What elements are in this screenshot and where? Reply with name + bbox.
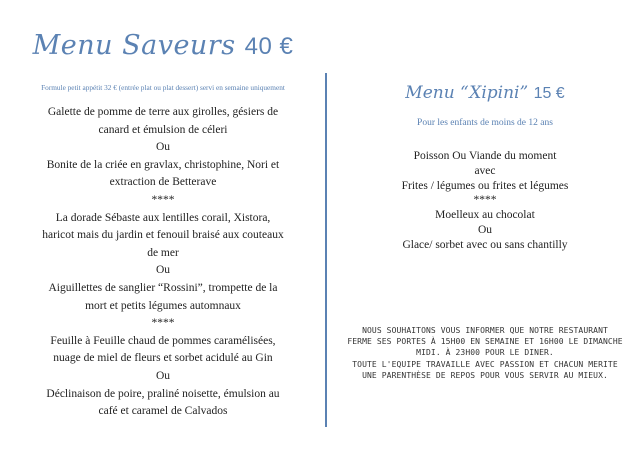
menu-line: de mer [147,246,179,259]
menu-line: Poisson Ou Viande du moment [413,150,557,162]
menu-line: haricot mais du jardin et fenouil braisé aux couteaux [42,229,284,242]
menu-saveurs-subtitle: Formule petit appétit 32 € (entrée plat ou plat dessert) servi en semaine uniquement [41,83,285,92]
menu-line: Ou [155,369,171,382]
menu-xipini-list [330,149,640,253]
menu-xipini-subtitle: Pour les enfants de moins de 12 ans [417,118,553,128]
menu-separator: **** [151,193,175,206]
menu-line: Moelleux au chocolat [435,209,535,222]
menu-line: nuage de miel de fleurs et sorbet acidulé au Gin [53,352,273,365]
menu-line: café et caramel de Calvados [98,405,228,418]
menu-line: Ou [155,264,171,277]
notice-line: TOUTE L'EQUIPE TRAVAILLE AVEC PASSION ET CHACUN MERITE [352,359,618,369]
menu-line: Déclinaison de poire, praliné noisette, émulsion au [46,387,280,400]
opening-hours-notice [335,325,635,381]
menu-xipini-title [330,83,640,103]
menu-line: Ou [477,223,493,236]
menu-line: Galette de pomme de terre aux girolles, gésiers de [47,106,279,118]
menu-line: Frites / légumes ou frites et légumes [401,179,569,192]
menu-xipini-price: 15 € [533,85,565,102]
notice-line: NOUS SOUHAITONS VOUS INFORMER QUE NOTRE RESTAURANT [362,326,608,335]
menu-line: Aiguillettes de sanglier “Rossini”, trompette de la [48,281,278,294]
menu-xipini-name: Menu “Xipini” [405,83,529,103]
menu-saveurs-list [12,104,314,421]
notice-line: MIDI. À 23H00 POUR LE DINER. [416,348,554,358]
menu-line: Feuille à Feuille chaud de pommes caramélisées, [50,334,276,347]
menu-line: Glace/ sorbet avec ou sans chantilly [402,238,568,251]
menu-saveurs-title [0,30,326,61]
menu-line: Ou [155,141,171,154]
menu-line: La dorade Sébaste aux lentilles corail, Xistora, [55,211,271,224]
menu-line: Bonite de la criée en gravlax, christophine, Nori et [46,158,280,171]
notice-line: UNE PARENTHÈSE DE REPOS POUR VOUS SERVIR AU MIEUX. [362,370,608,380]
menu-line: canard et émulsion de céleri [98,123,228,136]
menu-line: extraction de Betterave [109,176,217,189]
menu-separator: **** [473,194,497,207]
menu-saveurs-price: 40 € [244,33,294,60]
menu-line: avec [474,164,496,177]
notice-line: FERME SES PORTES À 15H00 EN SEMAINE ET 16H00 LE DIMANCHE [347,337,623,347]
menu-line: mort et petits légumes automnaux [85,299,241,312]
menu-separator: **** [151,317,175,330]
column-divider [325,73,327,427]
menu-saveurs-name: Menu Saveurs [32,30,236,61]
